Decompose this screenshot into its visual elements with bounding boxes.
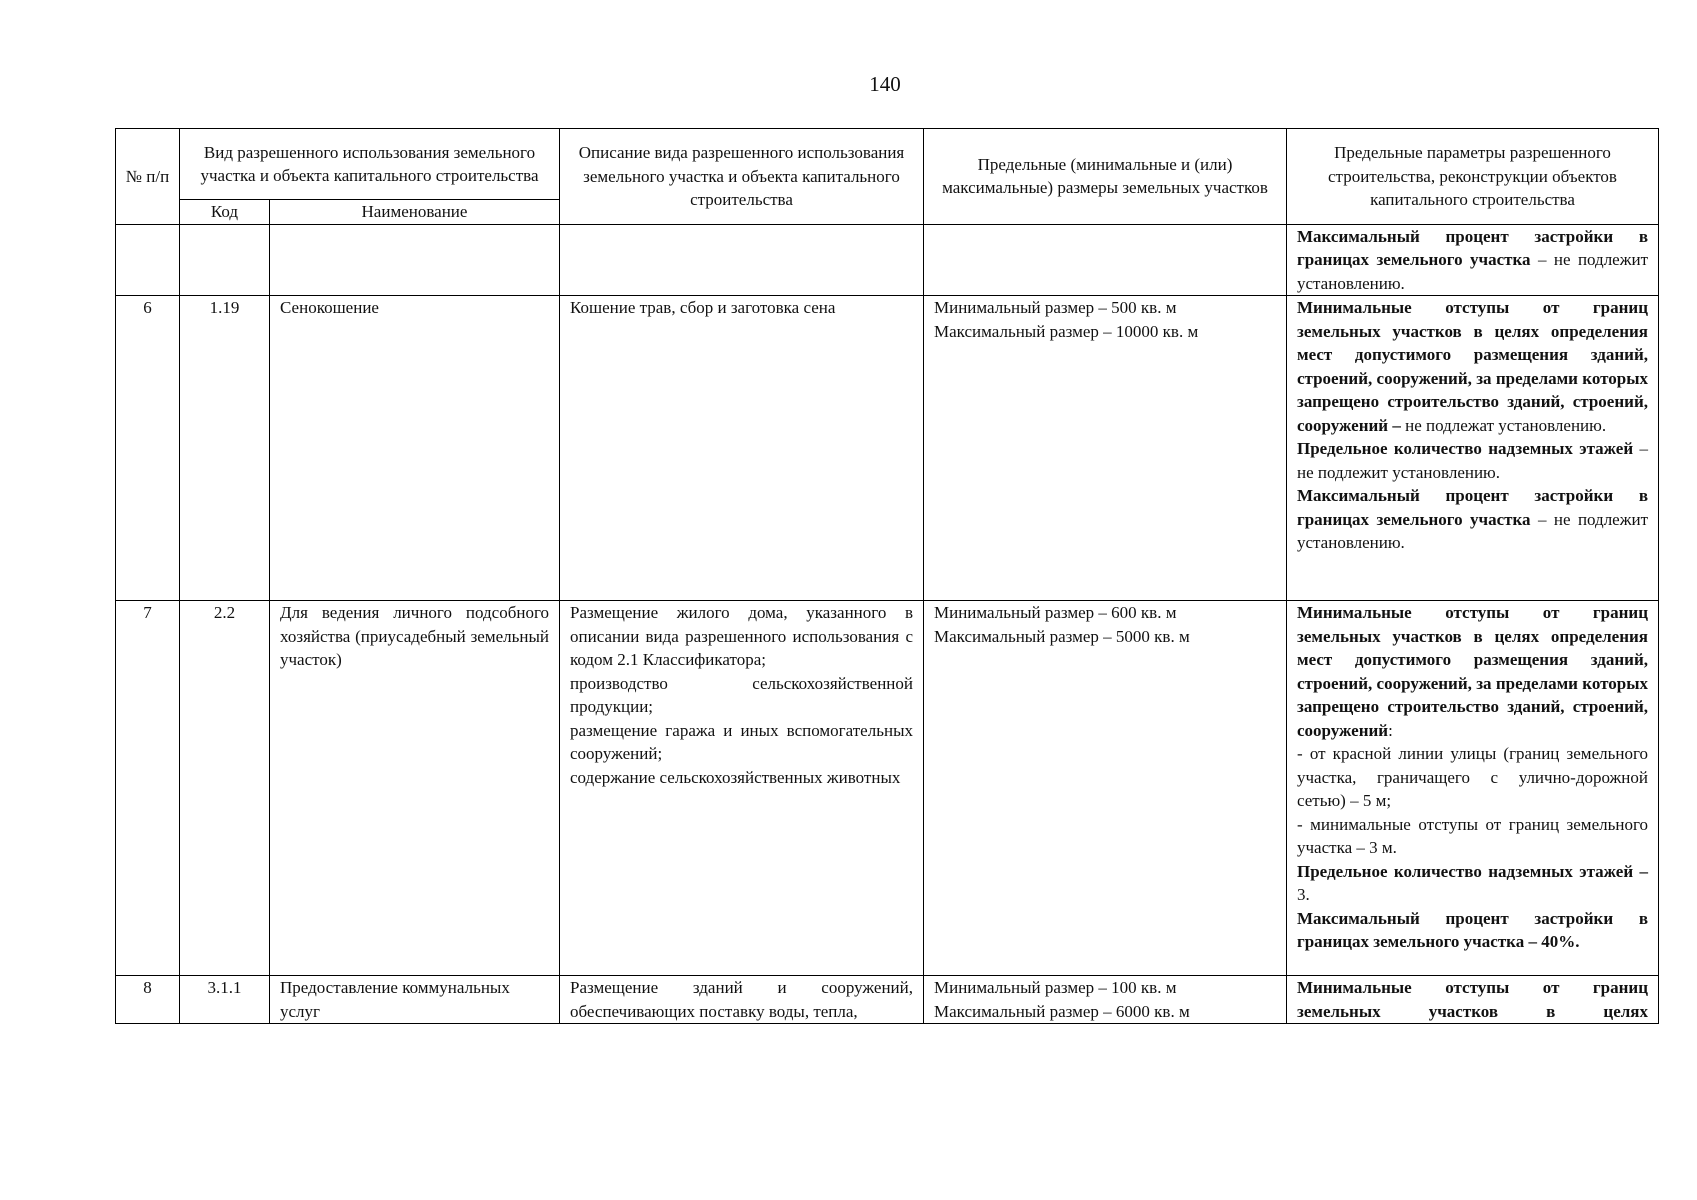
- description-line: производство сельскохозяйственной продукции;: [570, 673, 913, 716]
- params-text-bold: Предельное количество надземных этажей: [1297, 439, 1634, 458]
- cell-name: [270, 224, 560, 296]
- cell-name: Сенокошение: [270, 296, 560, 601]
- zoning-table: [115, 128, 1659, 1024]
- header-num: № п/п: [116, 129, 180, 225]
- header-sizes: Предельные (минимальные и (или) максимальные) размеры земельных участков: [924, 129, 1287, 225]
- cell-name: Предоставление коммунальных услуг: [270, 976, 560, 1024]
- table-row: [116, 296, 1659, 601]
- description-line: размещение гаража и иных вспомогательных сооружений;: [570, 720, 913, 763]
- header-name: Наименование: [270, 200, 560, 225]
- cell-num: 8: [116, 976, 180, 1024]
- params-text: не подлежат установлению.: [1400, 415, 1607, 435]
- size-max: Максимальный размер – 6000 кв. м: [934, 1001, 1190, 1021]
- cell-code: 2.2: [180, 601, 270, 976]
- size-max: Максимальный размер – 10000 кв. м: [934, 321, 1199, 341]
- params-text: - от красной линии улицы (границ земельного участка, граничащего с улично-дорожной сетью) – 5 м;: [1297, 744, 1648, 810]
- cell-sizes: [924, 601, 1287, 976]
- params-text: – не подлежит установлению.: [1297, 250, 1649, 293]
- table-row: [116, 601, 1659, 976]
- params-text: – не подлежит установлению.: [1297, 509, 1649, 552]
- table-header: [116, 129, 1659, 225]
- cell-code: 3.1.1: [180, 976, 270, 1024]
- size-min: Минимальный размер – 500 кв. м: [934, 298, 1177, 317]
- size-min: Минимальный размер – 100 кв. м: [934, 978, 1177, 997]
- description-line: содержание сельскохозяйственных животных: [570, 767, 901, 787]
- params-text-bold: Предельное количество надземных этажей –: [1297, 861, 1648, 881]
- table-row-continuation: [116, 224, 1659, 296]
- cell-code: [180, 224, 270, 296]
- cell-sizes: [924, 224, 1287, 296]
- cell-name: Для ведения личного подсобного хозяйства (приусадебный земельный участок): [270, 601, 560, 976]
- cell-description: [560, 601, 924, 976]
- params-text-bold: Минимальные отступы от границ земельных участков в целях определения мест допустимого размещения зданий, строений, сооружений, за пределами которых запрещено строительство зданий, строений, сооружений –: [1297, 298, 1648, 435]
- table-row: [116, 976, 1659, 1024]
- cell-code: 1.19: [180, 296, 270, 601]
- cell-params: [1287, 976, 1659, 1024]
- size-min: Минимальный размер – 600 кв. м: [934, 603, 1177, 622]
- cell-num: 6: [116, 296, 180, 601]
- header-vid: Вид разрешенного использования земельного участка и объекта капитального строительства: [180, 129, 560, 200]
- params-text-bold: Максимальный процент застройки в границах земельного участка: [1297, 486, 1648, 529]
- description-line: Размещение жилого дома, указанного в описании вида разрешенного использования с кодом 2.1 Классификатора;: [570, 603, 913, 669]
- cell-description: Кошение трав, сбор и заготовка сена: [560, 296, 924, 601]
- cell-params: [1287, 601, 1659, 976]
- params-text-bold: Максимальный процент застройки в границах земельного участка: [1297, 226, 1648, 269]
- header-params: Предельные параметры разрешенного строительства, реконструкции объектов капитального строительства: [1287, 129, 1659, 225]
- cell-params: [1287, 296, 1659, 601]
- params-text-bold: Минимальные отступы от границ земельных участков в целях определения мест допустимого размещения зданий, строений, сооружений, за пределами которых запрещено строительство зданий, строений, сооружений: [1297, 603, 1648, 740]
- cell-sizes: [924, 296, 1287, 601]
- cell-params: [1287, 224, 1659, 296]
- cell-description: [560, 224, 924, 296]
- header-description: Описание вида разрешенного использования земельного участка и объекта капитального строительства: [560, 129, 924, 225]
- params-text-bold: Минимальные отступы от границ земельных участков в целях: [1297, 978, 1648, 1021]
- cell-description: Размещение зданий и сооружений, обеспечивающих поставку воды, тепла,: [560, 976, 924, 1024]
- cell-num: 7: [116, 601, 180, 976]
- params-text: - минимальные отступы от границ земельного участка – 3 м.: [1297, 814, 1648, 857]
- params-text: :: [1388, 720, 1393, 740]
- header-code: Код: [180, 200, 270, 225]
- params-text: – не подлежит установлению.: [1297, 439, 1649, 482]
- page-number: 140: [869, 72, 901, 96]
- cell-sizes: [924, 976, 1287, 1024]
- params-text-bold: Максимальный процент застройки в границах земельного участка – 40%.: [1297, 908, 1648, 951]
- size-max: Максимальный размер – 5000 кв. м: [934, 626, 1190, 646]
- cell-num: [116, 224, 180, 296]
- params-text: 3.: [1297, 885, 1310, 904]
